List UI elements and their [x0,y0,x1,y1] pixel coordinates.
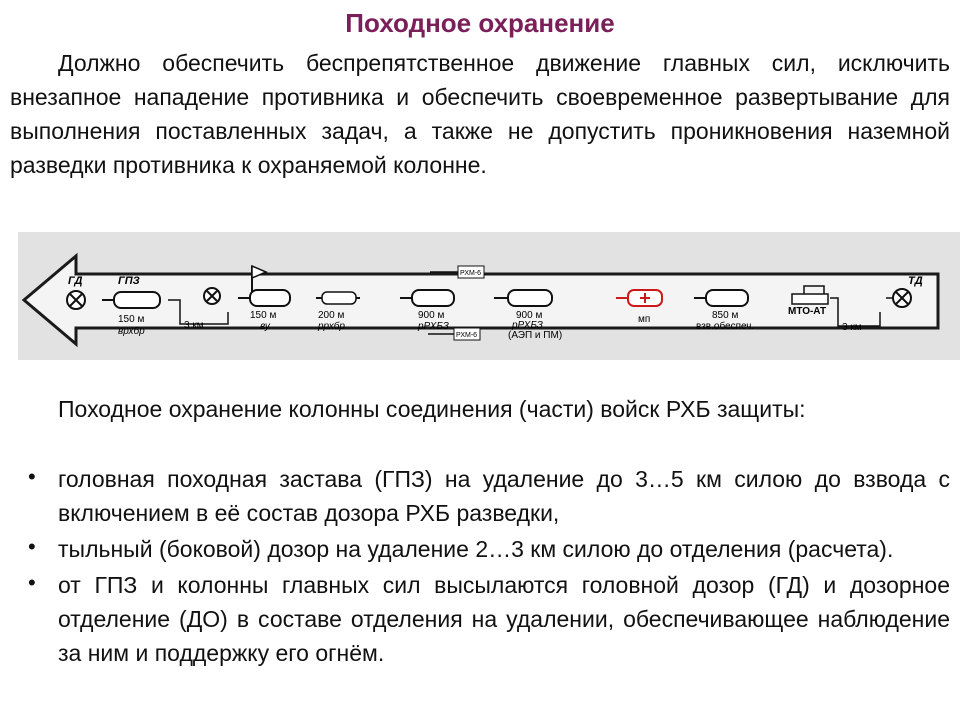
list-item [10,462,950,530]
bullet-text: от ГПЗ и колонны главных сил высылаются головной дозор (ГД) и дозорное отделение (ДО) в составе отделения на удалении, обеспечивающее наблюдение за ним и поддержку его огнём. [58,572,950,666]
label-unit5-name: рРХБЗ [512,320,543,331]
section-paragraph: Походное охранение колонны соединения (части) войск РХБ защиты: [58,396,806,422]
label-gd: ГД [68,275,83,287]
label-unit3-dist: 200 м [318,310,345,321]
bullet-text: тыльный (боковой) дозор на удаление 2…3 км силою до отделения (расчета). [58,536,894,562]
label-unit5-sub: (АЭП и ПМ) [508,330,563,341]
label-unit4-dist: 900 м [418,310,445,321]
label-unit2-dist: 150 м [250,310,277,321]
label-unit3-name: ррхбр [318,321,345,332]
label-rhm-top: РХМ-6 [460,270,482,277]
bullet-marker: • [28,570,36,595]
label-unit6-dist: 850 м [712,310,739,321]
label-rhm-bottom: РХМ-6 [456,332,478,339]
list-item [10,568,950,670]
label-unit6-name: взв.обеспеч. [696,321,755,332]
march-security-diagram [18,232,960,360]
label-td: ТД [908,275,923,287]
bullet-text: головная походная застава (ГПЗ) на удаление до 3…5 км силою до взвода с включением в её состав дозора РХБ разведки, [58,466,950,526]
post-icon [204,288,220,304]
intro-paragraph: Должно обеспечить беспрепятственное движение главных сил, исключить внезапное нападение противника и обеспечить своевременное развертывание для выполнения поставленных задач, а также не допустить проникновения наземной разведки противника к охраняемой колонне. [10,50,950,178]
list-item [10,532,950,566]
bullet-marker: • [28,534,36,559]
bullet-list [10,462,950,672]
page-title: Походное охранение [345,8,615,38]
label-mp: мп [638,314,651,325]
label-gpz: ГПЗ [118,275,140,287]
label-3km-left: 3 км [184,320,204,331]
gd-post-icon [67,291,85,309]
rhbr-vehicle-icon [316,292,360,304]
label-unit2-name: ву [260,321,270,332]
label-3km-right: 3 км [842,322,862,333]
label-unit5-dist: 900 м [516,310,543,321]
label-unit4-name: рРХБЗ [418,321,449,332]
label-mto: МТО-АТ [788,306,827,317]
label-gpz-unit: врхбр [118,326,145,337]
bullet-marker: • [28,464,36,489]
label-gpz-dist: 150 м [118,314,145,325]
